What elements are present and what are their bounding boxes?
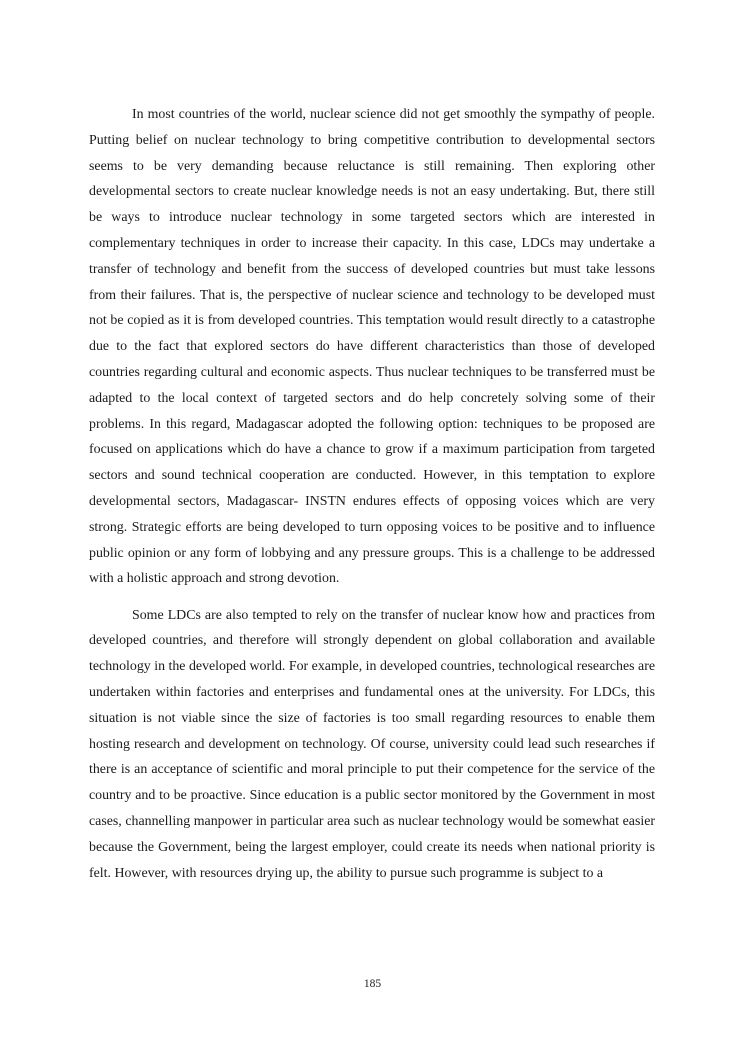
paragraph-2: Some LDCs are also tempted to rely on the transfer of nuclear know how and practices from developed countries, and therefore will strongly dependent on global collaboration and available technology in the developed world. For example, in developed countries, technological researches are undertaken within factories and enterprises and fundamental ones at the university. For LDCs, this situation is not viable since the size of factories is too small regarding resources to enable them hosting research and development on technology. Of course, university could lead such researches if there is an acceptance of scientific and moral principle to put their competence for the service of the country and to be proactive. Since education is a public sector monitored by the Government in most cases, channelling manpower in particular area such as nuclear technology would be somewhat easier because the Government, being the largest employer, could create its needs when national priority is felt. However, with resources drying up, the ability to pursue such programme is subject to a xyxy=(89,607,655,881)
body-text xyxy=(89,102,655,886)
paragraph-1: In most countries of the world, nuclear science did not get smoothly the sympathy of people. Putting belief on nuclear technology to bring competitive contribution to developmental sectors seems to be very demanding because reluctance is still remaining. Then exploring other developmental sectors to create nuclear knowledge needs is not an easy undertaking. But, there still be ways to introduce nuclear technology in some targeted sectors which are interested in complementary techniques in order to increase their capacity. In this case, LDCs may undertake a transfer of technology and benefit from the success of developed countries but must take lessons from their failures. That is, the perspective of nuclear science and technology to be developed must not be copied as it is from developed countries. This temptation would result directly to a catastrophe due to the fact that explored sectors do have different characteristics than those of developed countries regarding cultural and economic aspects. Thus nuclear techniques to be transferred must be adapted to the local context of targeted sectors and do help concretely solving some of their problems. In this regard, Madagascar adopted the following option: techniques to be proposed are focused on applications which do have a chance to grow if a maximum participation from targeted sectors and sound technical cooperation are conducted. However, in this temptation to explore developmental sectors, Madagascar- INSTN endures effects of opposing voices which are very strong. Strategic efforts are being developed to turn opposing voices to be positive and to influence public opinion or any form of lobbying and any pressure groups. This is a challenge to be addressed with a holistic approach and strong devotion. xyxy=(89,107,655,587)
page-number: 185 xyxy=(363,978,382,990)
